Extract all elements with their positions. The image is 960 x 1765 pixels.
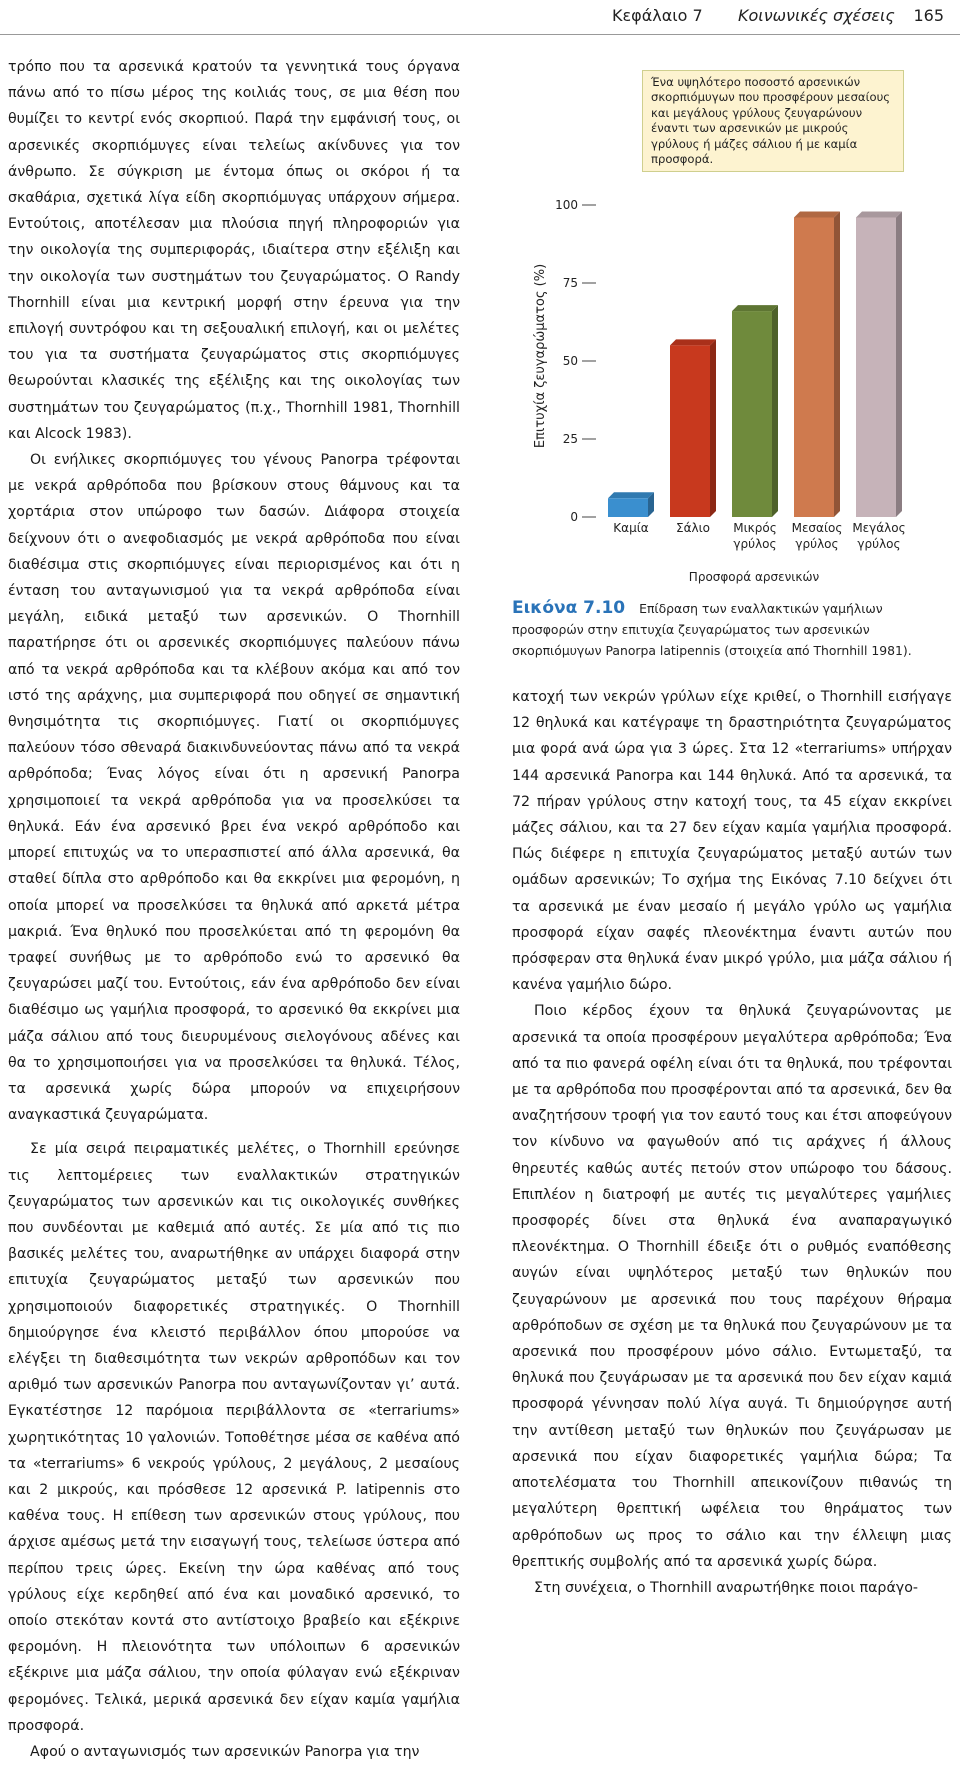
y-tick-label: 75 [562, 276, 578, 290]
chapter-label: Κεφάλαιο 7 [612, 6, 703, 25]
y-tick-label: 50 [562, 354, 578, 368]
bar-top [670, 339, 716, 345]
bar-front [856, 217, 896, 517]
chapter-title: Κοινωνικές σχέσεις [738, 6, 895, 25]
x-axis-label: Προσφορά αρσενικών [688, 570, 820, 584]
bar-top [794, 211, 840, 217]
x-tick-label: Μικρός γρύλος [733, 521, 777, 551]
paragraph: Ποιο κέρδος έχουν τα θηλυκά ζευγαρώνοντας με αρσενικά τα οποία προσφέρουν μεγαλύτερα αρθρόποδα; Ένα από τα πιο φανερά οφέλη είναι ότι τα θηλυκά, που τρέφονται με τα αρθρόποδα που προσφέρονται από τα αρσενικά, δεν θα αναζητήσουν τροφή για τον εαυτό τους και έτσι αποφεύγουν τον κίνδυνο να φαγωθούν από τις αράχνες ή άλλους θηρευτές καθώς αυτές πετούν στον υπώροφο του δάσους. Επιπλέον η διατροφή με αυτές τις μεγαλύτερες γαμήλιες προσφορές δίνει στα θηλυκά ένα αναπαραγωγικό πλεονέκτημα. Ο Thornhill έδειξε ότι ο ρυθμός εναπόθεσης αυγών είναι υψηλότερος μεταξύ των θηλυκών που ζευγαρώνουν με αρσενικά που τους παρέχουν θήραμα αρθρόποδων σε σχέση με τα θηλυκά που ζευγαρώνουν με τα αρσενικά που προσφέρουν μόνο σάλιο. Εντωμεταξύ, τα θηλυκά που ζευγάρωσαν με τα αρσενικά που δεν είχαν καμιά προσφορά γέννησαν πολύ λίγα αυγά. Τι δημιούργησε αυτή την αντίθεση μεταξύ των θηλυκών που ζευγάρωσαν με αρσενικά που είχαν διαφορετικές γαμήλια δώρα; Τα αποτελέσματα του Thornhill απεικονίζουν πιθανώς τη μεγαλύτερη θρεπτική ωφέλεια του θηράματος των αρθρόποδων ως προς το σάλιο και την έλλειψη μιας θρεπτικής συμβολής από τα αρσενικά χωρίς δώρα. [512, 1003, 952, 1570]
bar-front [732, 311, 772, 517]
bar [794, 211, 840, 517]
running-header [0, 0, 960, 35]
bar-side [896, 211, 902, 517]
bar [608, 492, 654, 517]
bar-side [834, 211, 840, 517]
left-column [8, 54, 460, 1765]
bar [732, 305, 778, 517]
figure-label: Εικόνα 7.10 [512, 598, 626, 618]
bar-side [772, 305, 778, 517]
bar-top [856, 211, 902, 217]
y-axis-label: Επιτυχία ζευγαρώματος (%) [533, 263, 548, 449]
paragraph: τρόπο που τα αρσενικά κρατούν τα γεννητικά τους όργανα πάνω από το πίσω μέρος της κοιλιάς τους, σε μια θέση που θυμίζει το κεντρί ενός σκορπιού. Παρά την εμφάνισή τους, οι αρσενικές σκορπιόμυγες είναι τελείως ακίνδυνες για τον άνθρωπο. Σε σύγκριση με έντομα όπως οι σκόροι ή τα σκαθάρια, σχετικά λίγα είδη σκορπιόμυγας υπάρχουν σήμερα. Εντούτοις, αποτέλεσαν μια πλούσια πηγή πληροφοριών για την οικολογία της συμπεριφοράς, ιδιαίτερα στην εξέλιξη και την οικολογία των συστημάτων του ζευγαρώματος. Ο Randy Thornhill είναι μια κεντρική μορφή στην έρευνα για την επιλογή συντρόφου και τη σεξουαλική επιλογή, και οι μελέτες του για τα συστήματα ζευγαρώματος στις σκορπιόμυγες θεωρούνται κλασικές της εξέλιξης και της οικολογίας των συστημάτων του ζευγαρώματος (π.χ., Thornhill 1981, Thornhill και Alcock 1983). [8, 59, 460, 442]
bar [670, 339, 716, 517]
x-tick-label: Μεγάλος γρύλος [852, 521, 906, 551]
y-tick-label: 100 [555, 198, 578, 212]
caption-text: Επίδραση των εναλλακτικών γαμήλιων προσφορών στην επιτυχία ζευγαρώματος των αρσενικών σκορπιόμυγων Panorpa latipennis (στοιχεία από Thornhill 1981). [512, 601, 912, 658]
paragraph: Αφού ο ανταγωνισμός των αρσενικών Panorpa για την [30, 1744, 420, 1760]
paragraph: Στη συνέχεια, ο Thornhill αναρωτήθηκε ποιοι παράγο- [534, 1579, 918, 1596]
x-tick-label: Μεσαίος γρύλος [791, 521, 843, 551]
page-number: 165 [913, 6, 944, 25]
bar-top [732, 305, 778, 311]
bar-front [794, 217, 834, 517]
x-tick-label: Σάλιο [676, 521, 710, 535]
x-tick-label: Καμία [613, 521, 649, 535]
bar-side [710, 339, 716, 517]
bar [856, 211, 902, 517]
right-column [512, 684, 952, 1601]
y-tick-label: 25 [562, 432, 578, 446]
bar-front [608, 498, 648, 517]
paragraph: κατοχή των νεκρών γρύλων είχε κριθεί, ο Thornhill εισήγαγε 12 θηλυκά και κατέγραψε τη δραστηριότητα ζευγαρώματος μια φορά ανά ώρα για 3 ώρες. Στα 12 «terrariums» υπήρχαν 144 αρσενικά Panorpa και 144 θηλυκά. Από τα αρσενικά, τα 72 πήραν γρύλους στην κατοχή τους, τα 45 είχαν εκκρίνει μάζες σάλιου, και τα 27 δεν είχαν καμία γαμήλια προσφορά. Πώς διέφερε η επιτυχία ζευγαρώματος μεταξύ αυτών των ομάδων αρσενικών; Το σχήμα της Εικόνας 7.10 δείχνει ότι τα αρσενικά με έναν μεσαίο ή μεγάλο γρύλο ως γαμήλια προσφορά είχαν σαφές πλεονέκτημα έναντι αυτών που πρόσφεραν στα θηλυκά έναν μικρό γρύλο, μια μάζα σάλιου ή κανένα γαμήλιο δώρο. [512, 689, 952, 994]
callout-box: Ένα υψηλότερο ποσοστό αρσενικών σκορπιόμυγων που προσφέρουν μεσαίους και μεγάλους γρύλους ζευγαρώνουν έναντι των αρσενικών με μικρούς γρύλους ή μάζες σάλιου ή με καμία προσφορά. [642, 70, 904, 172]
bar-top [608, 492, 654, 498]
y-tick-label: 0 [570, 510, 578, 524]
figure-caption [512, 598, 948, 661]
paragraph: Σε μία σειρά πειραματικές μελέτες, ο Thornhill ερεύνησε τις λεπτομέρειες των εναλλακτικών στρατηγικών ζευγαρώματος των αρσενικών και τις οικολογικές συνθήκες που συνδέονται με καθεμιά από αυτές. Σε μία από τις πιο βασικές μελέτες του, αναρωτήθηκε αν υπάρχει διαφορά στην επιτυχία ζευγαρώματος μεταξύ των αρσενικών που χρησιμοποιούν διαφορετικές στρατηγικές. Ο Thornhill δημιούργησε ένα κλειστό περιβάλλον όπου μπορούσε να ελέγξει τη διαθεσιμότητα των νεκρών αρθροπόδων και τον αριθμό των αρσενικών Panorpa που ανταγωνίζονταν γι’ αυτά. Εγκατέστησε 12 παρόμοια περιβάλλοντα σε «terrariums» χωρητικότητας 10 γαλονιών. Τοποθέτησε μέσα σε καθένα από τα «terrariums» 6 νεκρούς γρύλους, 2 μεγάλους, 2 μεσαίους και 2 μικρούς, και πρόσθεσε 12 αρσενικά P. latipennis στο καθένα τους. Η επίθεση των αρσενικών στους γρύλους, που άρχισε αμέσως μετά την εισαγωγή τους, τελείωσε ύστερα από περίπου τρεις ώρες. Εκείνη την ώρα καθένας από τους γρύλους είχε κερδηθεί από ένα και μοναδικό αρσενικό, το οποίο στεκόταν κοντά στο αντίστοιχο βραβείο και εξέκρινε φερομόνη. Η πλειονότητα των υπόλοιπων 6 αρσενικών εξέκρινε μια μάζα σάλιου, την οποία φύλαγαν ενώ εξέκριναν φερομόνες. Τελικά, μερικά αρσενικά δεν είχαν καμία γαμήλια προσφορά. [8, 1141, 460, 1734]
bar-front [670, 345, 710, 517]
paragraph: Οι ενήλικες σκορπιόμυγες του γένους Panorpa τρέφονται με νεκρά αρθρόποδα που βρίσκουν στους θάμνους και τα χορτάρια στον υπώροφο των δασών. Διάφορα στοιχεία δείχνουν ότι ο ανεφοδιασμός με νεκρά αρθρόποδα που είναι διαθέσιμα στις σκορπιόμυγες είναι περιορισμένος και ότι η ένταση του ανταγωνισμού για τα νεκρά αρθρόποδα είναι μεγάλη, ειδικά μεταξύ των αρσενικών. Ο Thornhill παρατήρησε ότι οι αρσενικές σκορπιόμυγες παλεύουν πάνω από τα νεκρά αρθρόποδα και τα κλέβουν ακόμα και από τον ιστό της αράχνης, μια συμπεριφορά που οδηγεί σε σημαντική θνησιμότητα τις σκορπιόμυγες. Γιατί οι σκορπιόμυγες παλεύουν τόσο σθεναρά διακινδυνεύοντας πάνω από τα νεκρά αρθρόποδα; Ένας λόγος είναι ότι η αρσενική Panorpa χρησιμοποιεί τα νεκρά αρθρόποδα για να προσελκύσει τα θηλυκά. Εάν ένα αρσενικό βρει ένα νεκρό αρθρόποδο και μπορεί επιτυχώς να το υπερασπιστεί από άλλα αρσενικά, θα σταθεί δίπλα στο αρθρόποδο και θα εκκρίνει μια φερομόνη, η οποία μπορεί να προσελκύσει τα θηλυκά από αρκετά μέτρα μακριά. Ένα θηλυκό που προσελκύεται από τη φερομόνη θα τραφεί συνήθως με το αρθρόποδο ενώ το αρσενικό θα ζευγαρώσει μαζί του. Εντούτοις, εάν ένα αρθρόποδο δεν είναι διαθέσιμο ως γαμήλια προσφορά, το αρσενικό θα εκκρίνει μια μάζα σάλιου από τους διευρυμένους σιελογόνους αδένες και θα το χρησιμοποιήσει για να προσελκύσει τα θηλυκά. Τέλος, τα αρσενικά χωρίς δώρα μπορούν να επιχειρήσουν αναγκαστικά ζευγαρώματα. [8, 452, 460, 1124]
